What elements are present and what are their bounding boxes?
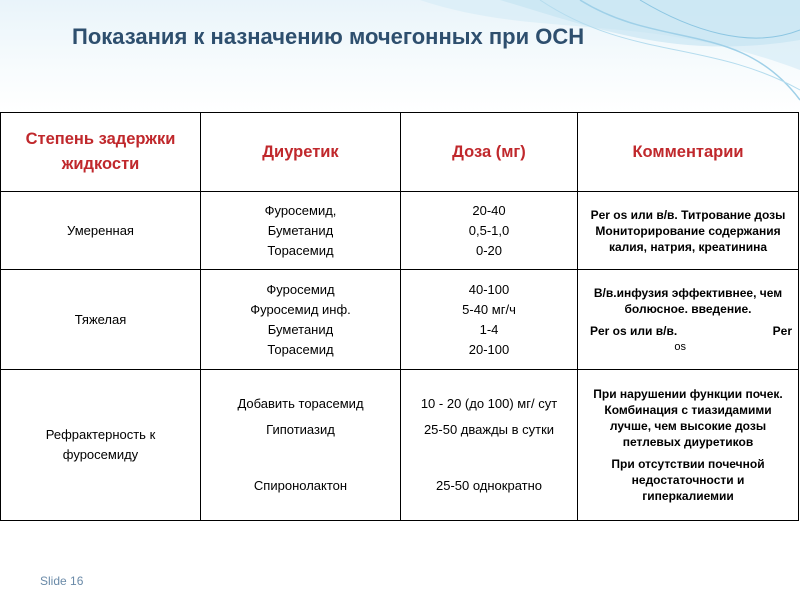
comment-line: калия, натрия, креатинина xyxy=(608,239,767,254)
table-row xyxy=(1,192,799,270)
diuretic-item: Добавить торасемид xyxy=(237,396,364,411)
dose-item: 40-100 xyxy=(468,281,510,297)
dose-item: 5-40 мг/ч xyxy=(462,301,516,317)
dose-item: 25-50 дважды в сутки xyxy=(423,422,555,437)
comment-line: В/в.инфузия эффективнее, чем xyxy=(593,285,783,300)
comment-cell xyxy=(578,270,799,370)
header-diuretic: Диуретик xyxy=(201,113,401,192)
dose-item: 25-50 однократно xyxy=(435,478,543,493)
diuretic-item: Торасемид xyxy=(267,341,334,357)
diuretic-cell xyxy=(201,192,401,270)
table-row xyxy=(1,270,799,370)
dose-item: 20-100 xyxy=(468,341,510,357)
wave-decoration xyxy=(380,0,800,112)
diuretic-item: Торасемид xyxy=(267,242,334,258)
diuretic-cell xyxy=(201,370,401,521)
comment-line: петлевых диуретиков xyxy=(622,435,754,449)
header-comments: Комментарии xyxy=(578,113,799,192)
header-dose: Доза (мг) xyxy=(401,113,578,192)
degree-cell: Тяжелая xyxy=(1,270,201,370)
comment-line: Мониторирование содержания xyxy=(595,223,781,238)
diuretic-item: Фуросемид инф. xyxy=(250,301,351,317)
comment-line: недостаточности и xyxy=(631,473,745,487)
table-header-row xyxy=(1,113,799,192)
diuretic-item: Гипотиазид xyxy=(266,422,335,437)
comment-tail: os xyxy=(674,340,686,353)
dose-item: 0,5-1,0 xyxy=(468,222,510,238)
comment-split-right: Per xyxy=(772,323,792,338)
degree-line: Рефрактерность к xyxy=(45,427,156,442)
degree-cell: Умеренная xyxy=(1,192,201,270)
comment-cell xyxy=(578,192,799,270)
diuretic-item: Фуросемид, xyxy=(264,202,337,218)
indications-table xyxy=(0,112,799,521)
diuretic-item: Буметанид xyxy=(267,321,334,337)
dose-cell xyxy=(401,270,578,370)
comment-split-line xyxy=(582,323,794,339)
dose-item: 10 - 20 (до 100) мг/ сут xyxy=(420,396,558,411)
diuretic-cell xyxy=(201,270,401,370)
table-row xyxy=(1,370,799,521)
comment-cell xyxy=(578,370,799,521)
comment-line: Комбинация с тиазидамими xyxy=(604,403,772,417)
header-degree: Степень задержки жидкости xyxy=(1,113,201,192)
header-band xyxy=(0,0,800,112)
degree-line: фуросемиду xyxy=(62,447,139,462)
dose-item: 0-20 xyxy=(475,242,503,258)
diuretic-item: Фуросемид xyxy=(266,281,335,297)
comment-line: При отсутствии почечной xyxy=(611,457,765,471)
slide-number: Slide 16 xyxy=(40,574,84,588)
degree-cell xyxy=(1,370,201,521)
diuretic-item: Буметанид xyxy=(267,222,334,238)
dose-cell xyxy=(401,192,578,270)
page-title: Показания к назначению мочегонных при ОСН xyxy=(72,24,585,49)
diuretic-item: Спиронолактон xyxy=(253,478,348,493)
comment-line: Per os или в/в. Титрование дозы xyxy=(590,207,786,222)
comment-split-left: Per os или в/в. xyxy=(590,323,678,338)
comment-line: лучше, чем высокие дозы xyxy=(609,419,767,433)
dose-item: 1-4 xyxy=(479,321,499,337)
comment-line: гиперкалиемии xyxy=(642,489,734,503)
dose-cell xyxy=(401,370,578,521)
comment-line: болюсное. введение. xyxy=(624,301,752,316)
dose-item: 20-40 xyxy=(472,202,506,218)
comment-line: При нарушении функции почек. xyxy=(593,387,783,401)
indications-table-wrap xyxy=(0,112,798,521)
